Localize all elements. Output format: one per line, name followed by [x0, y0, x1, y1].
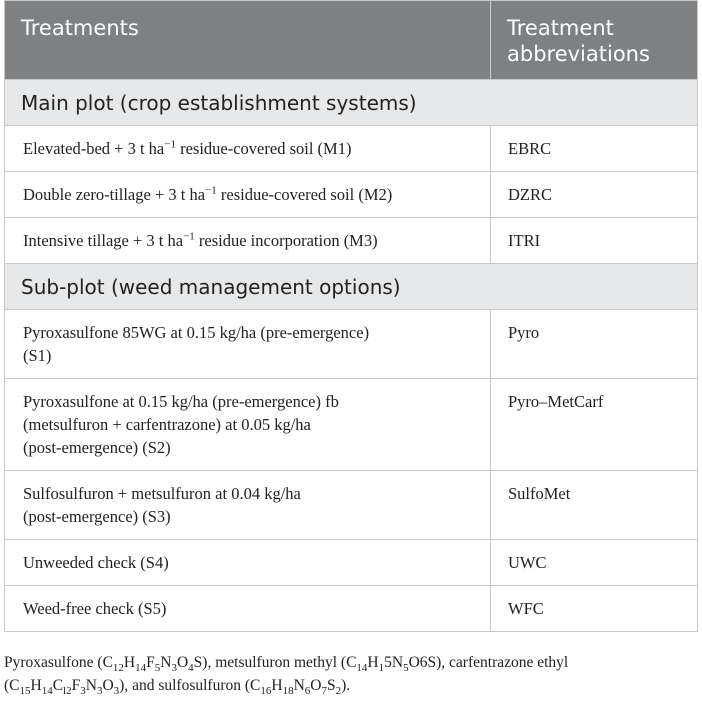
abbreviation-cell: Pyro–MetCarf: [491, 379, 698, 471]
section-row-sub-plot: [5, 264, 698, 310]
treatment-cell: Double zero-tillage + 3 t $ha^{-1}$ residue-covered soil (M2): [5, 172, 491, 218]
abbreviation-cell: UWC: [491, 540, 698, 586]
table-row: [5, 379, 698, 471]
abbreviation-cell: SulfoMet: [491, 471, 698, 540]
table-row: [5, 586, 698, 632]
abbreviation-cell: Pyro: [491, 310, 698, 379]
header-abbreviations: Treatment abbreviations: [491, 1, 698, 80]
treatment-cell: Pyroxasulfone at 0.15 kg/ha (pre-emergence) fb (metsulfuron + carfentrazone) at 0.05 kg/ha (post-emergence) (S2): [5, 379, 491, 471]
treatment-cell: Sulfosulfuron + metsulfuron at 0.04 kg/ha (post-emergence) (S3): [5, 471, 491, 540]
table-row: [5, 540, 698, 586]
table-row: [5, 471, 698, 540]
treatment-cell: Unweeded check (S4): [5, 540, 491, 586]
treatment-cell: Weed-free check (S5): [5, 586, 491, 632]
section-title: Sub-plot (weed management options): [5, 264, 698, 310]
treatment-cell: Pyroxasulfone 85WG at 0.15 kg/ha (pre-emergence) (S1): [5, 310, 491, 379]
section-title: Main plot (crop establishment systems): [5, 80, 698, 126]
table-row: [5, 126, 698, 172]
abbreviation-cell: WFC: [491, 586, 698, 632]
table-row: [5, 218, 698, 264]
treatments-table: [4, 0, 698, 632]
abbreviation-cell: EBRC: [491, 126, 698, 172]
treatment-cell: Intensive tillage + 3 t $ha^{-1}$ residue incorporation (M3): [5, 218, 491, 264]
section-row-main-plot: [5, 80, 698, 126]
table-row: [5, 310, 698, 379]
treatment-cell: Elevated-bed + 3 t $ha^{-1}$ residue-covered soil (M1): [5, 126, 491, 172]
table-row: [5, 172, 698, 218]
abbreviation-cell: DZRC: [491, 172, 698, 218]
table-header-row: [5, 1, 698, 80]
header-treatments: Treatments: [5, 1, 491, 80]
abbreviation-cell: ITRI: [491, 218, 698, 264]
table-footnote: Pyroxasulfone $(C_{12}H_{14}F_5N_3O_4S)$, metsulfuron methyl $(C_{14}H_15N_5O6S)$, carfentrazone ethyl $(C_{15}H_{14}C_{l2}F_3N_3O_3)$, and sulfosulfuron $(C_{16}H_{18}N_6O_7S_2)$.: [4, 654, 569, 698]
treatments-table-container: [4, 0, 697, 632]
